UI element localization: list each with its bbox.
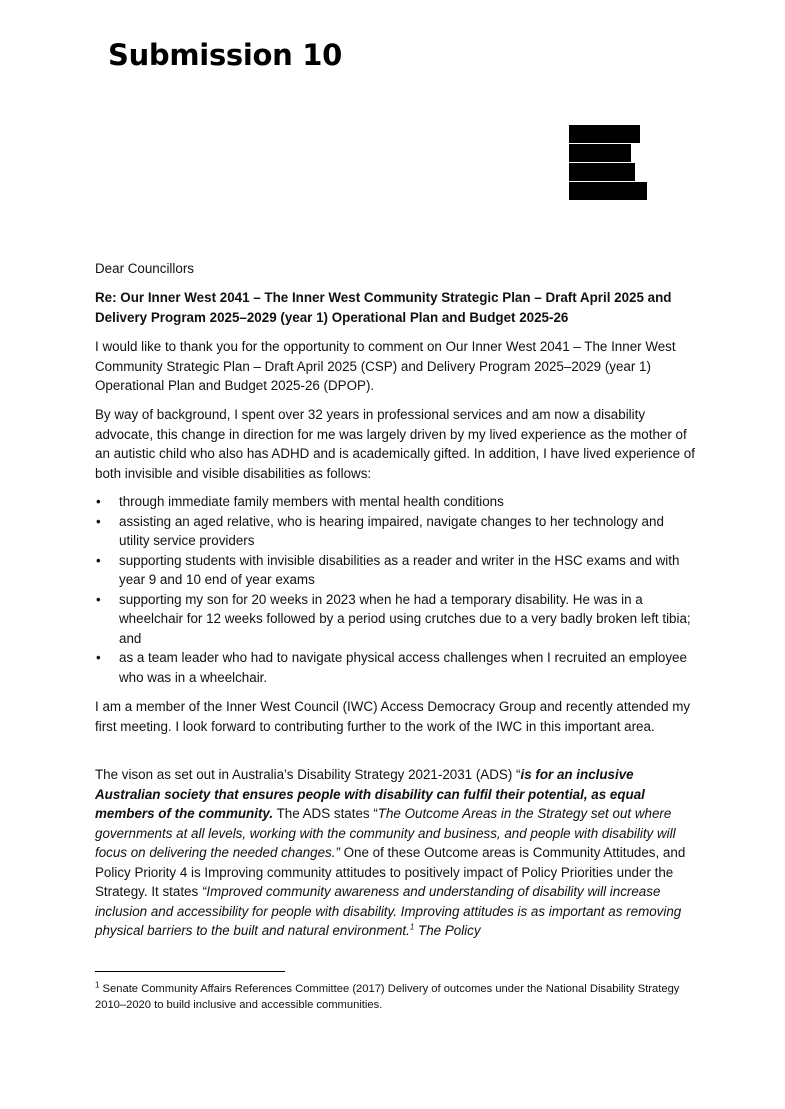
redaction-bar: [569, 125, 640, 143]
paragraph-background: By way of background, I spent over 32 years in professional services and am now a disability advocate, this change in direction for me was largely driven by my lived experience as the mother of an autistic child who also has ADHD and is academically gifted. In addition, I have lived experience of both invisible and visible disabilities as follows:: [95, 407, 695, 481]
paragraph-strategy: [95, 765, 695, 941]
bullet-icon: •: [96, 552, 101, 568]
submission-title: Submission 10: [108, 38, 343, 72]
list-item-text: as a team leader who had to navigate physical access challenges when I recruited an employee who was in a wheelchair.: [119, 650, 687, 685]
list-item: [95, 492, 695, 512]
subject-line: Re: Our Inner West 2041 – The Inner West Community Strategic Plan – Draft April 2025 and Delivery Program 2025–2029 (year 1) Operational Plan and Budget 2025-26: [95, 290, 672, 325]
bullet-icon: •: [96, 591, 101, 607]
list-item: [95, 648, 695, 687]
bullet-icon: •: [96, 494, 101, 509]
strategy-quote-attitudes: “Improved community awareness and understanding of disability will increase inclusion and accessibility for people with disability. Improving attitudes is as important as removing physical barriers to the built and natural environment.: [95, 884, 682, 938]
footnote-reference[interactable]: 1: [409, 922, 415, 932]
bullet-icon: •: [96, 650, 101, 665]
list-item-text: assisting an aged relative, who is hearing impaired, navigate changes to her technology and utility service providers: [119, 513, 664, 548]
list-item-text: supporting my son for 20 weeks in 2023 when he had a temporary disability. He was in a wheelchair for 12 weeks followed by a period using crutches due to a very badly broken left tibia; and: [119, 591, 691, 646]
strategy-quote-vision: is for an inclusive Australian society that ensures people with disability can fulfil their potential, as equal members of the community.: [95, 767, 645, 821]
list-item: [95, 512, 695, 551]
strategy-text: The vison as set out in Australia’s Disability Strategy 2021-2031 (ADS) “: [95, 767, 521, 782]
list-item: [95, 590, 695, 649]
list-item-text: through immediate family members with mental health conditions: [119, 494, 504, 509]
footnote-marker: 1: [95, 980, 100, 990]
paragraph-thanks: I would like to thank you for the opportunity to comment on Our Inner West 2041 – The Inner West Community Strategic Plan – Draft April 2025 (CSP) and Delivery Program 2025–2029 (year 1) Operational Plan and Budget 2025-26 (DPOP).: [95, 339, 676, 393]
bullet-icon: •: [96, 513, 101, 529]
salutation: Dear Councillors: [95, 261, 194, 276]
list-item-text: supporting students with invisible disabilities as a reader and writer in the HSC exams and with year 9 and 10 end of year exams: [119, 552, 680, 587]
redaction-bar: [569, 144, 631, 162]
strategy-text: The Policy: [414, 923, 481, 938]
strategy-text: One of these Outcome areas is Community Attitudes, and Policy Priority 4 is Improving community attitudes to positively impact of Policy Priorities under the Strategy. It states: [95, 845, 686, 899]
redaction-bar: [569, 182, 647, 200]
footnote-text: Senate Community Affairs References Committee (2017) Delivery of outcomes under the National Disability Strategy 2010–2020 to build inclusive and accessible communities.: [95, 983, 680, 1011]
redaction-bar: [569, 163, 635, 181]
experience-list: [95, 492, 695, 687]
strategy-text: The ADS states “: [273, 806, 378, 821]
paragraph-membership: I am a member of the Inner West Council (IWC) Access Democracy Group and recently attended my first meeting. I look forward to contributing further to the work of the IWC in this important area.: [95, 699, 691, 734]
footnote: [95, 981, 695, 1013]
list-item: [95, 551, 695, 590]
strategy-quote-outcomes: The Outcome Areas in the Strategy set out where governments at all levels, working with the community and business, and people with disability will focus on delivering the needed changes.”: [95, 806, 676, 860]
footnote-divider: [95, 971, 285, 972]
